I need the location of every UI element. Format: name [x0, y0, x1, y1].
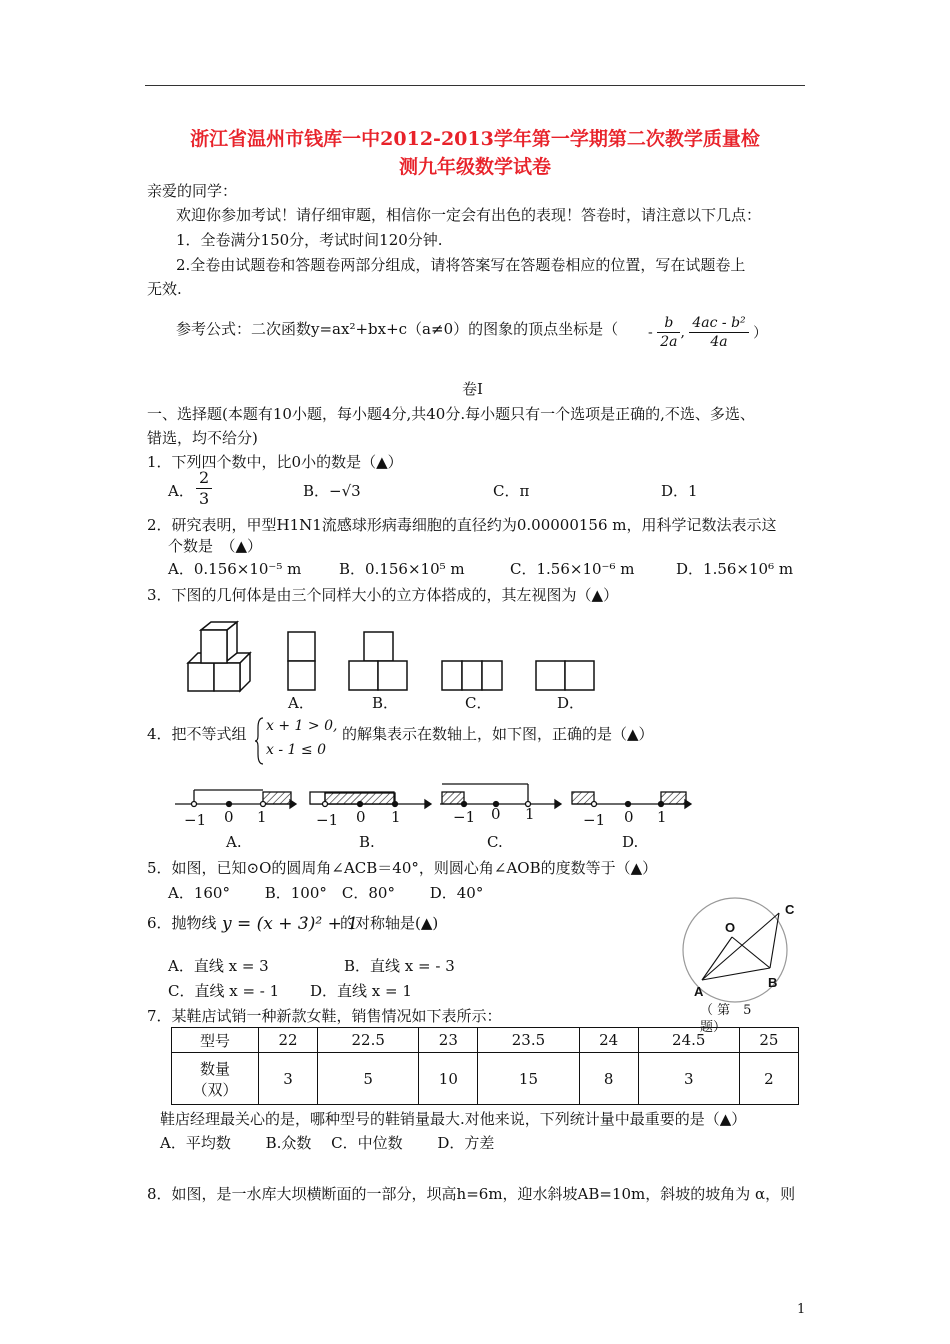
intro-text: 欢迎你参加考试！请仔细审题，相信你一定会有出色的表现！答卷时，请注意以下几点： [176, 206, 762, 224]
tick-c-1: 1 [525, 805, 535, 823]
formula-close: ） [753, 325, 768, 342]
tick-b-1: 1 [391, 808, 401, 826]
table-cell: 23 [419, 1028, 478, 1053]
q6-option-b: B．直线 x = - 3 [344, 957, 455, 975]
q5-options: A．160° B．100° C．80° D．40° [168, 884, 484, 902]
fraction-b-over-2a: $\frac{b}{2a}$ [657, 314, 680, 351]
sales-table [171, 1027, 799, 1105]
figure-caption-line1: （ 第 5 [700, 1003, 752, 1018]
tick-b-0: 0 [356, 808, 366, 826]
q4-label-b: B. [359, 833, 375, 851]
question-2-line2: 个数是 （▲） [168, 537, 263, 555]
question-6-prefix: 6．抛物线 [147, 914, 217, 932]
exam-title-line2: 测九年级数学试卷 [398, 156, 551, 178]
q6-option-c: C．直线 x = - 1 [168, 982, 280, 1000]
label-c: C [785, 902, 795, 917]
q2-option-a: A．0.156×10⁻⁵ m [168, 560, 302, 578]
q2-option-b: B．0.156×10⁵ m [339, 560, 465, 578]
q6-option-d: D．直线 x = 1 [310, 982, 412, 1000]
q3-label-c: C． [465, 694, 492, 712]
table-cell: 23.5 [478, 1028, 579, 1053]
q1-option-b: B．−√3 [303, 482, 361, 500]
cube-solid [188, 622, 250, 691]
q4-label-a: A. [226, 833, 242, 851]
view-option-a [288, 632, 315, 690]
number-line-b [310, 792, 431, 808]
formula-comma: , [680, 324, 685, 341]
tick-a-neg1: −1 [184, 811, 207, 829]
label-b: B [768, 975, 778, 990]
table-cell: 2 [739, 1053, 798, 1105]
question-6-suffix: 的对称轴是(▲) [340, 914, 439, 932]
question-8: 8．如图，是一水库大坝横断面的一部分，坝高h=6m，迎水斜坡AB=10m，斜坡的坡角为 α，则 [147, 1185, 796, 1203]
q6-option-a: A．直线 x = 3 [168, 957, 269, 975]
table-cell: 24 [579, 1028, 638, 1053]
tick-d-neg1: −1 [583, 811, 606, 829]
table-cell: 3 [259, 1053, 318, 1105]
section1-instructions-line2: 错选，均不给分) [147, 429, 258, 447]
table-row-sizes [172, 1028, 799, 1053]
question-4-prefix: 4．把不等式组 [147, 725, 247, 743]
greeting: 亲爱的同学： [147, 182, 238, 200]
q3-label-b: B． [372, 694, 399, 712]
q1-option-d: D．1 [661, 482, 698, 500]
q4-label-c: C. [487, 833, 503, 851]
inequality-1: x + 1 > 0, [266, 718, 338, 734]
reference-formula [176, 318, 618, 339]
parabola-equation: y = (x + 3)² + 1 [222, 914, 359, 934]
q7-options: A．平均数 B.众数 C．中位数 D．方差 [160, 1134, 495, 1152]
q2-option-c: C．1.56×10⁻⁶ m [510, 560, 635, 578]
table-cell: 25 [739, 1028, 798, 1053]
table-cell: 24.5 [638, 1028, 739, 1053]
table-cell: 10 [419, 1053, 478, 1105]
view-option-b [349, 632, 407, 690]
q1-option-a-fraction: $\frac{2}{3}$ [196, 468, 212, 509]
q3-label-a: A． [288, 694, 314, 712]
question-2-line1: 2．研究表明，甲型H1N1流感球形病毒细胞的直径约为0.00000156 m，用科学记数法表示这 [147, 516, 777, 534]
question-1: 1．下列四个数中，比0小的数是（▲） [147, 453, 403, 471]
section1-instructions-line1: 一、选择题(本题有10小题，每小题4分,共40分.每小题只有一个选项是正确的,不选、多选、 [147, 405, 755, 423]
tick-d-0: 0 [624, 808, 634, 826]
q2-option-d: D．1.56×10⁶ m [676, 560, 794, 578]
figure-caption-line2: 题） [700, 1020, 727, 1035]
table-cell: 22.5 [318, 1028, 419, 1053]
formula-neg-sign: - [648, 324, 653, 341]
tick-c-0: 0 [491, 805, 501, 823]
exam-title-line1: 浙江省温州市钱库一中2012-2013学年第一学期第二次教学质量检 [190, 128, 760, 150]
q1-option-a: A． [168, 482, 194, 500]
table-cell: 15 [478, 1053, 579, 1105]
section-label: 卷I [462, 380, 483, 398]
question-7-followup: 鞋店经理最关心的是，哪种型号的鞋销量最大.对他来说，下列统计量中最重要的是（▲） [160, 1110, 747, 1128]
tick-d-1: 1 [657, 808, 667, 826]
page-number: 1 [797, 1302, 806, 1317]
question-7: 7．某鞋店试销一种新款女鞋，销售情况如下表所示： [147, 1007, 502, 1025]
vertex-formula [648, 314, 767, 351]
question-3: 3．下图的几何体是由三个同样大小的立方体搭成的，其左视图为（▲） [147, 586, 619, 604]
table-cell: 8 [579, 1053, 638, 1105]
q1-option-c: C．π [493, 482, 530, 500]
q3-label-d: D． [557, 694, 585, 712]
q3-figure [180, 618, 620, 713]
fraction-4ac-b2-over-4a: $\frac{\text{4ac - b²}}{4a}$ [689, 314, 748, 351]
table-cell: 22 [259, 1028, 318, 1053]
table-cell: 5 [318, 1053, 419, 1105]
table-cell: 3 [638, 1053, 739, 1105]
table-head-count: 数量 （双） [172, 1053, 259, 1105]
inequality-2: x - 1 ≤ 0 [266, 742, 326, 758]
question-5: 5．如图，已知⊙O的圆周角∠ACB＝40°，则圆心角∠AOB的度数等于（▲） [147, 859, 658, 877]
label-a: A [694, 984, 704, 999]
tick-a-0: 0 [224, 808, 234, 826]
view-option-c [442, 661, 502, 690]
question-4-suffix: 的解集表示在数轴上，如下图，正确的是（▲） [342, 725, 654, 743]
q4-label-d: D. [622, 833, 639, 851]
tick-a-1: 1 [257, 808, 267, 826]
note-2-line2: 无效. [147, 280, 182, 298]
table-head-size: 型号 [172, 1028, 259, 1053]
table-row-counts [172, 1053, 799, 1105]
view-option-d [536, 661, 594, 690]
formula-text: 参考公式：二次函数y=ax²+bx+c（a≠0）的图象的顶点坐标是（ [176, 320, 619, 338]
number-line-a [175, 790, 296, 808]
system-brace [255, 716, 265, 766]
top-rule [145, 85, 805, 86]
number-line-d [572, 792, 691, 808]
note-1: 1．全卷满分150分，考试时间120分钟. [176, 231, 443, 249]
label-o: O [725, 920, 736, 935]
note-2-line1: 2.全卷由试题卷和答题卷两部分组成，请将答案写在答题卷相应的位置，写在试题卷上 [176, 256, 746, 274]
tick-b-neg1: −1 [316, 811, 339, 829]
tick-c-neg1: −1 [453, 808, 476, 826]
